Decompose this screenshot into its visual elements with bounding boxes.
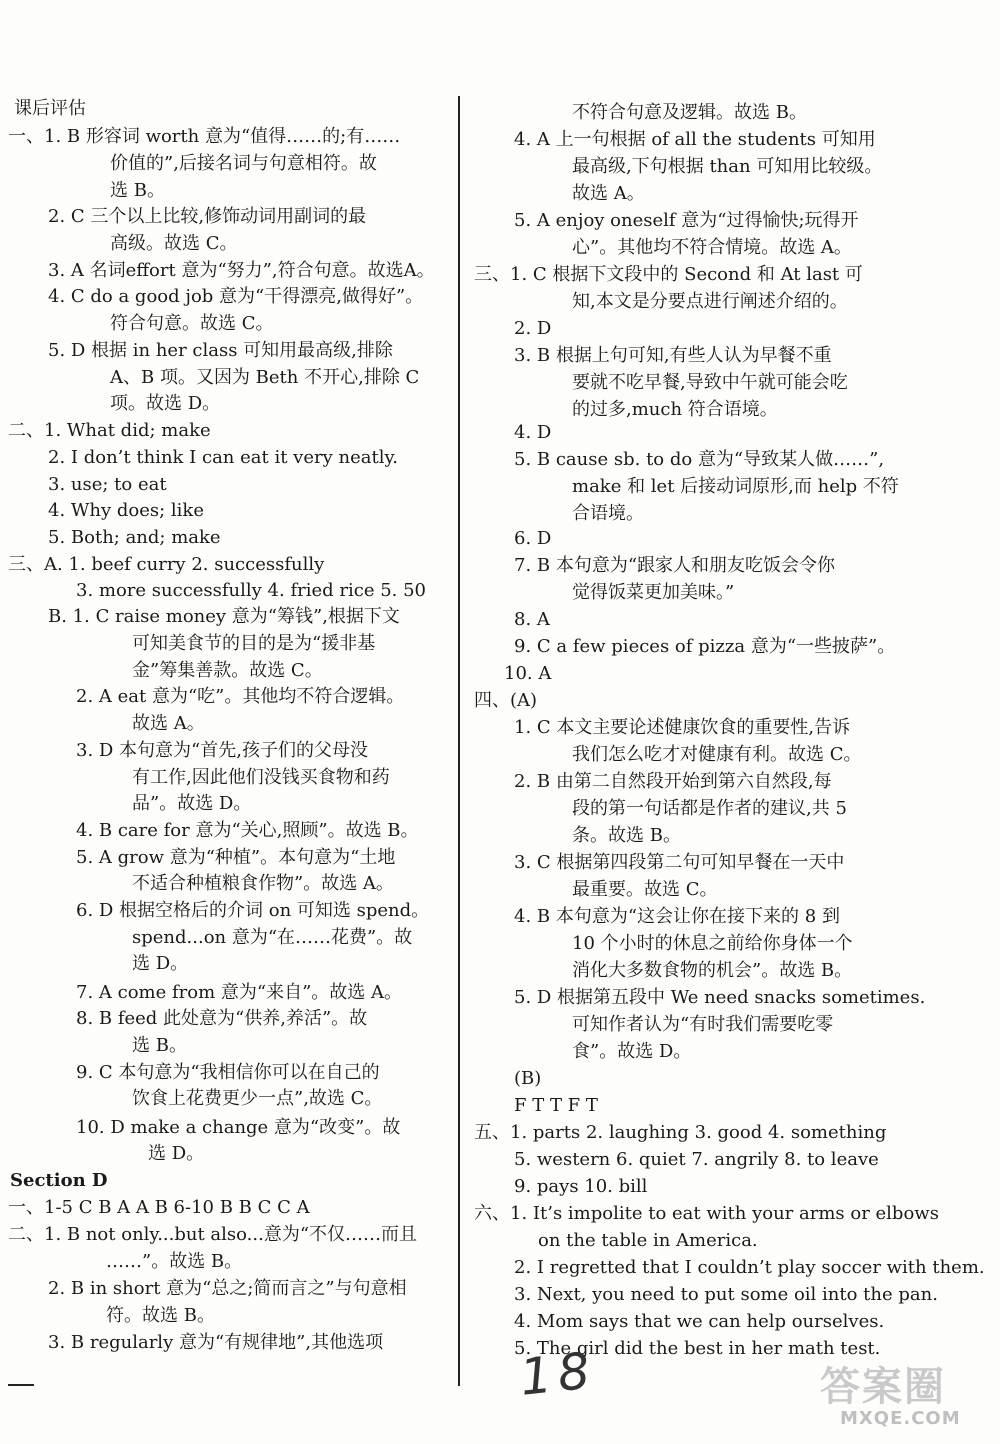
- answer-line: 5. D 根据第五段中 We need snacks sometimes.: [514, 987, 926, 1008]
- answer-line: 觉得饭菜更加美味。”: [572, 582, 735, 603]
- answer-line: 5. D 根据 in her class 可知用最高级,排除: [48, 340, 393, 361]
- answer-line: 2. A eat 意为“吃”。其他均不符合逻辑。: [76, 686, 405, 707]
- answer-line: 一、1-5 C B A A B 6-10 B B C C A: [8, 1197, 310, 1218]
- answer-line: 课后评估: [14, 98, 86, 119]
- answer-line: 段的第一句话都是作者的建议,共 5: [572, 798, 847, 819]
- answer-line: 2. I regretted that I couldn’t play soccer with them.: [514, 1257, 985, 1278]
- answer-line: 选 B。: [132, 1035, 187, 1056]
- answer-line: 5. western 6. quiet 7. angrily 8. to leave: [514, 1149, 879, 1170]
- answer-line: 故选 A。: [572, 183, 645, 204]
- answer-line: 6. D: [514, 528, 552, 549]
- answer-line: 4. Mom says that we can help ourselves.: [514, 1311, 885, 1332]
- answer-line: 选 D。: [148, 1143, 205, 1164]
- answer-line: 4. D: [514, 422, 552, 443]
- answer-line: 5. Both; and; make: [48, 527, 221, 548]
- answer-line: 5. B cause sb. to do 意为“导致某人做……”,: [514, 449, 885, 470]
- answer-line: 4. B 本句意为“这会让你在接下来的 8 到: [514, 906, 840, 927]
- watermark-url: MXQE.COM: [840, 1408, 961, 1429]
- answer-line: 知,本文是分要点进行阐述介绍的。: [572, 291, 848, 312]
- answer-line: 3. A 名词effort 意为“努力”,符合句意。故选A。: [48, 260, 435, 281]
- answer-line: make 和 let 后接动词原形,而 help 不符: [572, 476, 899, 497]
- answer-line: 最重要。故选 C。: [572, 879, 718, 900]
- answer-line: 我们怎么吃才对健康有利。故选 C。: [572, 744, 862, 765]
- answer-line: 符。故选 B。: [106, 1305, 215, 1326]
- answer-line: 3. C 根据第四段第二句可知早餐在一天中: [514, 852, 845, 873]
- answer-line: 9. C 本句意为“我相信你可以在自己的: [76, 1062, 380, 1083]
- answer-line: 合语境。: [572, 503, 644, 524]
- footer-rule: [8, 1384, 34, 1386]
- answer-line: 10. D make a change 意为“改变”。故: [76, 1117, 401, 1138]
- answer-line: 3. more successfully 4. fried rice 5. 50: [76, 580, 426, 601]
- answer-line: 8. A: [514, 609, 550, 630]
- answer-line: 7. A come from 意为“来自”。故选 A。: [76, 982, 402, 1003]
- answer-line: 2. C 三个以上比较,修饰动词用副词的最: [48, 206, 367, 227]
- answer-line: 2. B in short 意为“总之;简而言之”与句意相: [48, 1278, 407, 1299]
- answer-line: 4. A 上一句根据 of all the students 可知用: [514, 129, 876, 150]
- answer-line: B. 1. C raise money 意为“筹钱”,根据下文: [48, 606, 400, 627]
- answer-line: A、B 项。又因为 Beth 不开心,排除 C: [110, 367, 420, 388]
- answer-line: 饮食上花费更少一点”,故选 C。: [132, 1088, 383, 1109]
- answer-line: 金”筹集善款。故选 C。: [132, 660, 323, 681]
- answer-line: 故选 A。: [132, 713, 205, 734]
- answer-line: spend...on 意为“在……花费”。故: [132, 927, 413, 948]
- answer-line: 项。故选 D。: [110, 393, 221, 414]
- answer-line: 不适合种植粮食作物”。故选 A。: [132, 873, 394, 894]
- answer-line: 选 D。: [132, 953, 189, 974]
- answer-line: 3. B regularly 意为“有规律地”,其他选项: [48, 1332, 384, 1353]
- watermark-text: 答案圈: [820, 1364, 946, 1410]
- answer-line: 符合句意。故选 C。: [110, 313, 274, 334]
- answer-line: 2. B 由第二自然段开始到第六自然段,每: [514, 771, 832, 792]
- answer-line: 2. I don’t think I can eat it very neatly.: [48, 447, 398, 468]
- answer-line: 3. Next, you need to put some oil into the pan.: [514, 1284, 938, 1305]
- answer-line: 10. A: [504, 663, 552, 684]
- page-number: 18: [517, 1341, 599, 1407]
- answer-line: 要就不吃早餐,导致中午就可能会吃: [572, 372, 848, 393]
- answer-line: 4. C do a good job 意为“干得漂亮,做得好”。: [48, 286, 424, 307]
- answer-line: 5. The girl did the best in her math test.: [514, 1338, 881, 1359]
- answer-line: 最高级,下句根据 than 可知用比较级。: [572, 156, 883, 177]
- answer-line: Section D: [10, 1170, 108, 1191]
- answer-line: 4. Why does; like: [48, 500, 204, 521]
- answer-line: 5. A enjoy oneself 意为“过得愉快;玩得开: [514, 210, 859, 231]
- answer-line: 3. use; to eat: [48, 474, 167, 495]
- answer-line: 品”。故选 D。: [132, 793, 252, 814]
- answer-line: 1. C 本文主要论述健康饮食的重要性,告诉: [514, 717, 851, 738]
- answer-line: 2. D: [514, 318, 552, 339]
- answer-line: 10 个小时的休息之前给你身体一个: [572, 933, 853, 954]
- answer-line: 6. D 根据空格后的介词 on 可知选 spend。: [76, 900, 430, 921]
- answer-line: 7. B 本句意为“跟家人和朋友吃饭会令你: [514, 555, 836, 576]
- answer-line: 二、1. B not only...but also...意为“不仅……而且: [8, 1224, 418, 1245]
- answer-line: 二、1. What did; make: [8, 420, 211, 441]
- answer-line: 条。故选 B。: [572, 825, 681, 846]
- answer-line: 有工作,因此他们没钱买食物和药: [132, 767, 390, 788]
- answer-line: 的过多,much 符合语境。: [572, 399, 778, 420]
- answer-line: 可知作者认为“有时我们需要吃零: [572, 1014, 834, 1035]
- answer-line: (B): [514, 1068, 542, 1089]
- answer-line: F T T F T: [514, 1095, 598, 1116]
- answer-line: 3. D 本句意为“首先,孩子们的父母没: [76, 740, 368, 761]
- answer-line: 食”。故选 D。: [572, 1041, 692, 1062]
- watermark-logo: [820, 1355, 995, 1437]
- answer-line: 高级。故选 C。: [110, 233, 238, 254]
- answer-line: 一、1. B 形容词 worth 意为“值得……的;有……: [8, 126, 401, 147]
- answer-line: 8. B feed 此处意为“供养,养活”。故: [76, 1008, 368, 1029]
- answer-line: 5. A grow 意为“种植”。本句意为“土地: [76, 847, 396, 868]
- answer-line: 9. C a few pieces of pizza 意为“一些披萨”。: [514, 636, 896, 657]
- answer-line: 四、(A): [474, 690, 538, 711]
- answer-line: 消化大多数食物的机会”。故选 B。: [572, 960, 853, 981]
- answer-line: 选 B。: [110, 180, 165, 201]
- answer-line: 三、1. C 根据下文段中的 Second 和 At last 可: [474, 264, 863, 285]
- answer-line: on the table in America.: [538, 1230, 758, 1251]
- answer-line: 不符合句意及逻辑。故选 B。: [572, 102, 807, 123]
- answer-line: 五、1. parts 2. laughing 3. good 4. something: [474, 1122, 887, 1143]
- column-divider: [458, 96, 460, 1386]
- answer-line: 心”。其他均不符合情境。故选 A。: [572, 237, 852, 258]
- answer-line: 4. B care for 意为“关心,照顾”。故选 B。: [76, 820, 419, 841]
- answer-line: 可知美食节的目的是为“援非基: [132, 633, 376, 654]
- answer-line: 六、1. It’s impolite to eat with your arms or elbows: [474, 1203, 939, 1224]
- answer-line: 三、A. 1. beef curry 2. successfully: [8, 554, 325, 575]
- answer-line: ……”。故选 B。: [106, 1251, 243, 1272]
- answer-line: 9. pays 10. bill: [514, 1176, 648, 1197]
- answer-line: 价值的”,后接名词与句意相符。故: [110, 153, 377, 174]
- answer-line: 3. B 根据上句可知,有些人认为早餐不重: [514, 345, 832, 366]
